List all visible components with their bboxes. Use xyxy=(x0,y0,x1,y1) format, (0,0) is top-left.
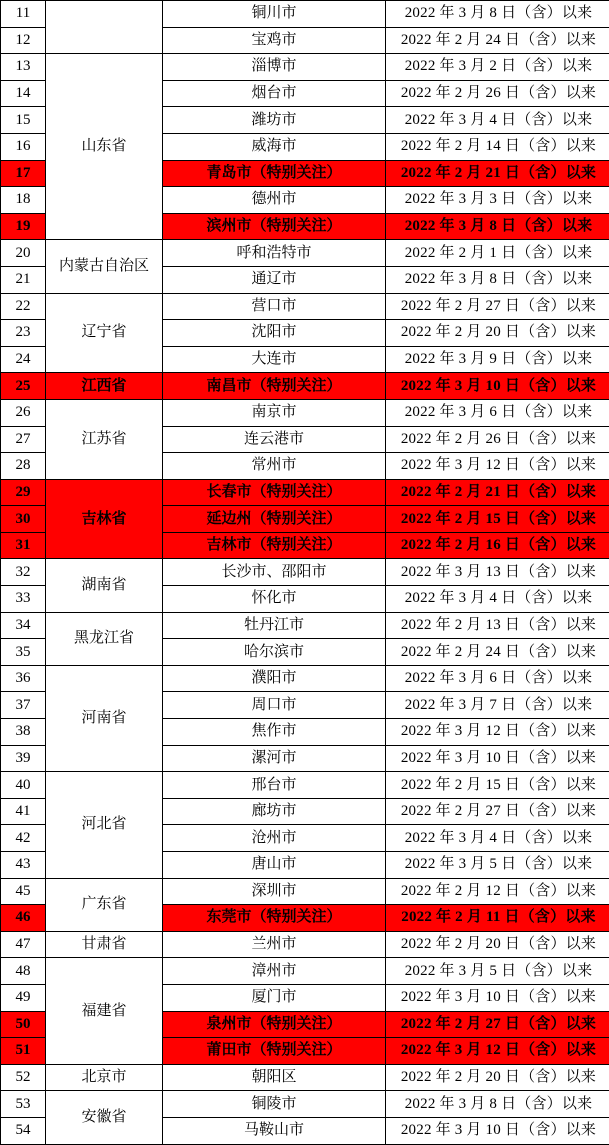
table-row xyxy=(1,612,609,639)
row-index-cell: 31 xyxy=(1,532,46,559)
table-row xyxy=(1,665,609,692)
province-cell: 河南省 xyxy=(46,665,163,771)
city-cell: 廊坊市 xyxy=(163,798,386,825)
row-index-cell: 51 xyxy=(1,1038,46,1065)
city-cell: 德州市 xyxy=(163,187,386,214)
row-index-cell: 53 xyxy=(1,1091,46,1118)
date-range-cell: 2022 年 2 月 20 日（含）以来 xyxy=(386,1064,609,1091)
row-index-cell: 19 xyxy=(1,213,46,240)
city-cell: 铜陵市 xyxy=(163,1091,386,1118)
date-range-cell: 2022 年 2 月 1 日（含）以来 xyxy=(386,240,609,267)
row-index-cell: 45 xyxy=(1,878,46,905)
row-index-cell: 17 xyxy=(1,160,46,187)
row-index-cell: 50 xyxy=(1,1011,46,1038)
city-cell: 马鞍山市 xyxy=(163,1117,386,1144)
date-range-cell: 2022 年 3 月 5 日（含）以来 xyxy=(386,958,609,985)
row-index-cell: 46 xyxy=(1,905,46,932)
row-index-cell: 38 xyxy=(1,719,46,746)
province-cell: 河北省 xyxy=(46,772,163,878)
row-index-cell: 48 xyxy=(1,958,46,985)
row-index-cell: 14 xyxy=(1,80,46,107)
row-index-cell: 15 xyxy=(1,107,46,134)
city-cell: 呼和浩特市 xyxy=(163,240,386,267)
row-index-cell: 54 xyxy=(1,1117,46,1144)
date-range-cell: 2022 年 3 月 13 日（含）以来 xyxy=(386,559,609,586)
date-range-cell: 2022 年 3 月 12 日（含）以来 xyxy=(386,1038,609,1065)
row-index-cell: 30 xyxy=(1,506,46,533)
date-range-cell: 2022 年 2 月 27 日（含）以来 xyxy=(386,1011,609,1038)
row-index-cell: 49 xyxy=(1,984,46,1011)
row-index-cell: 28 xyxy=(1,453,46,480)
date-range-cell: 2022 年 2 月 13 日（含）以来 xyxy=(386,612,609,639)
date-range-cell: 2022 年 2 月 15 日（含）以来 xyxy=(386,506,609,533)
province-cell: 北京市 xyxy=(46,1064,163,1091)
city-cell: 怀化市 xyxy=(163,586,386,613)
risk-area-table-body xyxy=(1,1,609,1145)
date-range-cell: 2022 年 3 月 3 日（含）以来 xyxy=(386,187,609,214)
date-range-cell: 2022 年 2 月 20 日（含）以来 xyxy=(386,931,609,958)
date-range-cell: 2022 年 2 月 26 日（含）以来 xyxy=(386,80,609,107)
row-index-cell: 12 xyxy=(1,27,46,54)
city-cell: 兰州市 xyxy=(163,931,386,958)
row-index-cell: 27 xyxy=(1,426,46,453)
province-cell: 辽宁省 xyxy=(46,293,163,373)
city-cell: 朝阳区 xyxy=(163,1064,386,1091)
row-index-cell: 23 xyxy=(1,320,46,347)
table-row xyxy=(1,931,609,958)
date-range-cell: 2022 年 3 月 4 日（含）以来 xyxy=(386,586,609,613)
city-cell: 莆田市（特别关注） xyxy=(163,1038,386,1065)
city-cell: 潍坊市 xyxy=(163,107,386,134)
province-cell: 甘肃省 xyxy=(46,931,163,958)
city-cell: 常州市 xyxy=(163,453,386,480)
province-cell: 湖南省 xyxy=(46,559,163,612)
date-range-cell: 2022 年 2 月 12 日（含）以来 xyxy=(386,878,609,905)
date-range-cell: 2022 年 2 月 16 日（含）以来 xyxy=(386,532,609,559)
date-range-cell: 2022 年 2 月 26 日（含）以来 xyxy=(386,426,609,453)
table-row xyxy=(1,1091,609,1118)
table-row xyxy=(1,293,609,320)
province-cell: 吉林省 xyxy=(46,479,163,559)
province-cell xyxy=(46,1,163,54)
province-cell: 江苏省 xyxy=(46,399,163,479)
row-index-cell: 47 xyxy=(1,931,46,958)
row-index-cell: 13 xyxy=(1,54,46,81)
row-index-cell: 22 xyxy=(1,293,46,320)
table-row xyxy=(1,958,609,985)
city-cell: 哈尔滨市 xyxy=(163,639,386,666)
city-cell: 东莞市（特别关注） xyxy=(163,905,386,932)
city-cell: 南昌市（特别关注） xyxy=(163,373,386,400)
row-index-cell: 32 xyxy=(1,559,46,586)
row-index-cell: 11 xyxy=(1,1,46,28)
city-cell: 漳州市 xyxy=(163,958,386,985)
date-range-cell: 2022 年 3 月 12 日（含）以来 xyxy=(386,453,609,480)
city-cell: 周口市 xyxy=(163,692,386,719)
row-index-cell: 25 xyxy=(1,373,46,400)
date-range-cell: 2022 年 3 月 4 日（含）以来 xyxy=(386,825,609,852)
city-cell: 漯河市 xyxy=(163,745,386,772)
city-cell: 青岛市（特别关注） xyxy=(163,160,386,187)
table-row xyxy=(1,1,609,28)
city-cell: 沧州市 xyxy=(163,825,386,852)
table-row xyxy=(1,479,609,506)
date-range-cell: 2022 年 3 月 4 日（含）以来 xyxy=(386,107,609,134)
city-cell: 深圳市 xyxy=(163,878,386,905)
city-cell: 泉州市（特别关注） xyxy=(163,1011,386,1038)
date-range-cell: 2022 年 3 月 5 日（含）以来 xyxy=(386,852,609,879)
province-cell: 广东省 xyxy=(46,878,163,931)
row-index-cell: 18 xyxy=(1,187,46,214)
date-range-cell: 2022 年 2 月 20 日（含）以来 xyxy=(386,320,609,347)
table-row xyxy=(1,559,609,586)
table-row xyxy=(1,240,609,267)
city-cell: 连云港市 xyxy=(163,426,386,453)
date-range-cell: 2022 年 2 月 27 日（含）以来 xyxy=(386,293,609,320)
city-cell: 濮阳市 xyxy=(163,665,386,692)
row-index-cell: 42 xyxy=(1,825,46,852)
date-range-cell: 2022 年 3 月 12 日（含）以来 xyxy=(386,719,609,746)
province-cell: 福建省 xyxy=(46,958,163,1064)
row-index-cell: 21 xyxy=(1,266,46,293)
date-range-cell: 2022 年 3 月 10 日（含）以来 xyxy=(386,745,609,772)
row-index-cell: 37 xyxy=(1,692,46,719)
row-index-cell: 16 xyxy=(1,133,46,160)
row-index-cell: 39 xyxy=(1,745,46,772)
table-row xyxy=(1,1064,609,1091)
row-index-cell: 29 xyxy=(1,479,46,506)
date-range-cell: 2022 年 3 月 8 日（含）以来 xyxy=(386,1091,609,1118)
date-range-cell: 2022 年 3 月 8 日（含）以来 xyxy=(386,266,609,293)
province-cell: 江西省 xyxy=(46,373,163,400)
row-index-cell: 34 xyxy=(1,612,46,639)
city-cell: 威海市 xyxy=(163,133,386,160)
city-cell: 大连市 xyxy=(163,346,386,373)
date-range-cell: 2022 年 3 月 8 日（含）以来 xyxy=(386,213,609,240)
city-cell: 宝鸡市 xyxy=(163,27,386,54)
date-range-cell: 2022 年 3 月 6 日（含）以来 xyxy=(386,665,609,692)
row-index-cell: 26 xyxy=(1,399,46,426)
date-range-cell: 2022 年 2 月 24 日（含）以来 xyxy=(386,639,609,666)
row-index-cell: 35 xyxy=(1,639,46,666)
province-cell: 山东省 xyxy=(46,54,163,240)
table-row xyxy=(1,373,609,400)
city-cell: 沈阳市 xyxy=(163,320,386,347)
date-range-cell: 2022 年 3 月 9 日（含）以来 xyxy=(386,346,609,373)
row-index-cell: 52 xyxy=(1,1064,46,1091)
city-cell: 吉林市（特别关注） xyxy=(163,532,386,559)
row-index-cell: 40 xyxy=(1,772,46,799)
city-cell: 南京市 xyxy=(163,399,386,426)
date-range-cell: 2022 年 3 月 10 日（含）以来 xyxy=(386,984,609,1011)
date-range-cell: 2022 年 2 月 21 日（含）以来 xyxy=(386,160,609,187)
date-range-cell: 2022 年 3 月 8 日（含）以来 xyxy=(386,1,609,28)
city-cell: 延边州（特别关注） xyxy=(163,506,386,533)
city-cell: 唐山市 xyxy=(163,852,386,879)
table-row xyxy=(1,54,609,81)
row-index-cell: 41 xyxy=(1,798,46,825)
date-range-cell: 2022 年 2 月 27 日（含）以来 xyxy=(386,798,609,825)
city-cell: 长春市（特别关注） xyxy=(163,479,386,506)
date-range-cell: 2022 年 3 月 10 日（含）以来 xyxy=(386,1117,609,1144)
date-range-cell: 2022 年 2 月 15 日（含）以来 xyxy=(386,772,609,799)
table-row xyxy=(1,772,609,799)
province-cell: 黑龙江省 xyxy=(46,612,163,665)
row-index-cell: 33 xyxy=(1,586,46,613)
row-index-cell: 24 xyxy=(1,346,46,373)
table-row xyxy=(1,399,609,426)
date-range-cell: 2022 年 2 月 21 日（含）以来 xyxy=(386,479,609,506)
city-cell: 厦门市 xyxy=(163,984,386,1011)
city-cell: 淄博市 xyxy=(163,54,386,81)
province-cell: 内蒙古自治区 xyxy=(46,240,163,293)
city-cell: 牡丹江市 xyxy=(163,612,386,639)
date-range-cell: 2022 年 3 月 10 日（含）以来 xyxy=(386,373,609,400)
date-range-cell: 2022 年 2 月 24 日（含）以来 xyxy=(386,27,609,54)
date-range-cell: 2022 年 3 月 6 日（含）以来 xyxy=(386,399,609,426)
city-cell: 铜川市 xyxy=(163,1,386,28)
city-cell: 长沙市、邵阳市 xyxy=(163,559,386,586)
province-cell: 安徽省 xyxy=(46,1091,163,1144)
city-cell: 烟台市 xyxy=(163,80,386,107)
row-index-cell: 43 xyxy=(1,852,46,879)
city-cell: 通辽市 xyxy=(163,266,386,293)
city-cell: 邢台市 xyxy=(163,772,386,799)
date-range-cell: 2022 年 2 月 14 日（含）以来 xyxy=(386,133,609,160)
date-range-cell: 2022 年 2 月 11 日（含）以来 xyxy=(386,905,609,932)
row-index-cell: 36 xyxy=(1,665,46,692)
row-index-cell: 20 xyxy=(1,240,46,267)
city-cell: 滨州市（特别关注） xyxy=(163,213,386,240)
table-row xyxy=(1,878,609,905)
city-cell: 营口市 xyxy=(163,293,386,320)
date-range-cell: 2022 年 3 月 7 日（含）以来 xyxy=(386,692,609,719)
city-cell: 焦作市 xyxy=(163,719,386,746)
date-range-cell: 2022 年 3 月 2 日（含）以来 xyxy=(386,54,609,81)
